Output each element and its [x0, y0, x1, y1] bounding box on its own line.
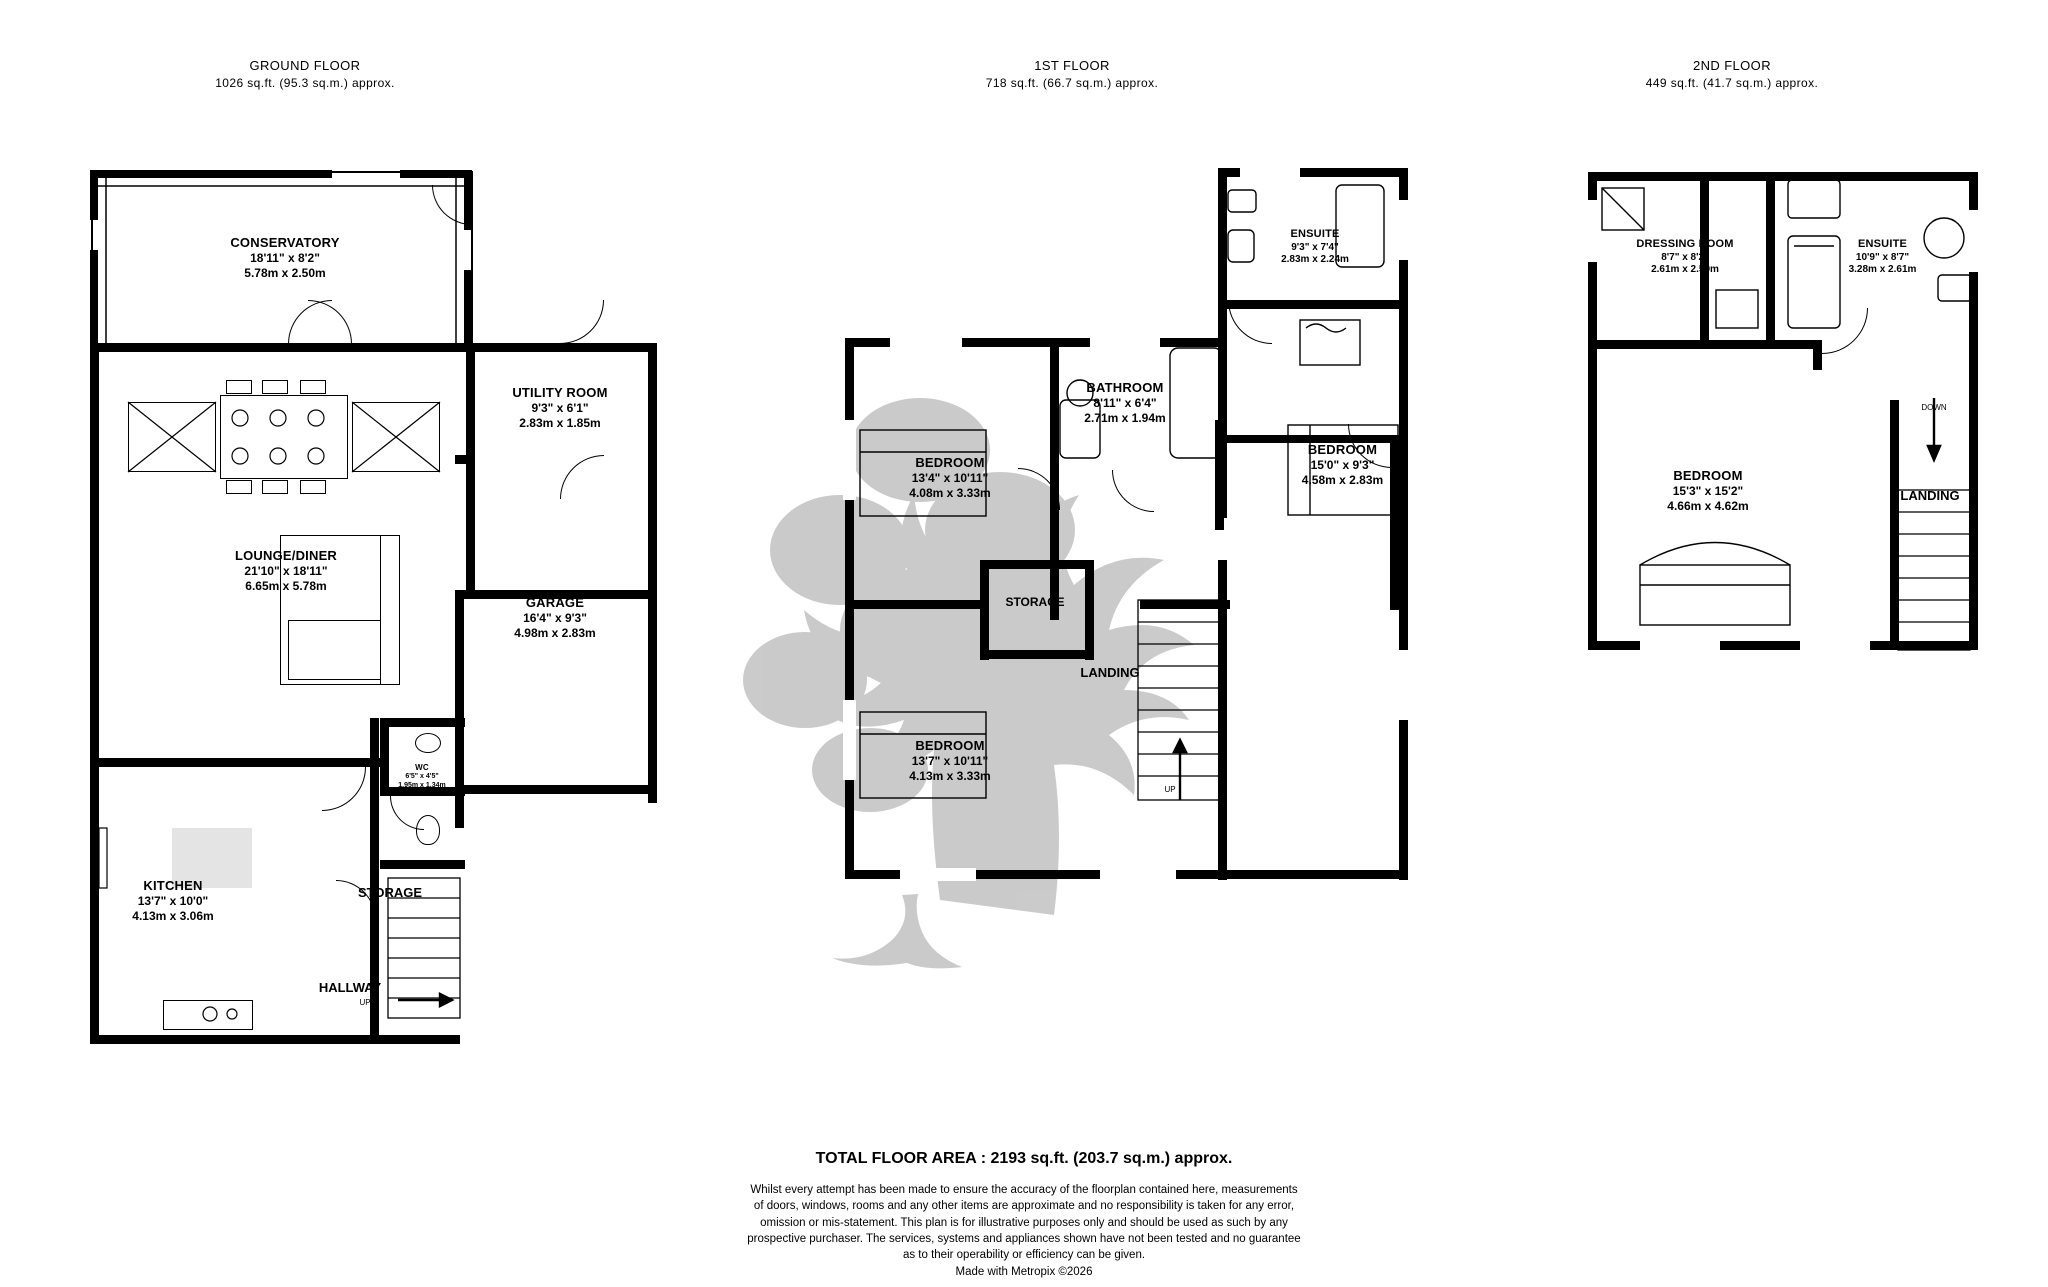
room-storage-ground-label: STORAGE	[357, 885, 423, 900]
floor-area-ground-text: 1026 sq.ft. (95.3 sq.m.) approx.	[215, 76, 395, 90]
room-bedroom3-first-imperial: 13'7" x 10'11"	[911, 754, 989, 769]
disclaimer-line-4: prospective purchaser. The services, systems and appliances shown have not been tested and no guarantee	[747, 1232, 1301, 1245]
disclaimer-line-2: of doors, windows, rooms and any other items are approximate and no responsibility is taken for any error,	[753, 1200, 1295, 1213]
room-ensuite-second-metric: 3.28m x 2.61m	[1848, 264, 1917, 276]
floor-title-first-text: 1ST FLOOR	[1034, 58, 1110, 73]
room-ensuite-first-imperial: 9'3" x 7'4"	[1291, 241, 1339, 253]
room-bathroom-first-imperial: 8'11" x 6'4"	[1093, 396, 1157, 411]
room-bathroom-first-metric: 2.71m x 1.94m	[1084, 411, 1166, 426]
room-landing-first-label: LANDING	[1080, 665, 1140, 680]
room-hallway-label: HALLWAY	[318, 980, 382, 995]
floor-area-second-text: 449 sq.ft. (41.7 sq.m.) approx.	[1645, 76, 1819, 90]
room-wc-metric: 1.95m x 1.34m	[398, 781, 446, 789]
room-conservatory-imperial: 18'11" x 8'2"	[250, 251, 320, 266]
room-storage-first-label: STORAGE	[1005, 595, 1065, 609]
room-bedroom1-first-name: BEDROOM	[915, 455, 985, 470]
room-bedroom2-first-imperial: 15'0" x 9'3"	[1310, 458, 1375, 473]
second-stair-down-label: DOWN	[1921, 403, 1947, 412]
room-lounge-diner-name: LOUNGE/DINER	[234, 548, 338, 563]
disclaimer-line-5: as to their operability or efficiency can be given.	[902, 1249, 1146, 1262]
room-dressing-second-name: DRESSING ROOM	[1636, 238, 1734, 250]
room-bedroom2-first-name: BEDROOM	[1307, 442, 1378, 457]
room-ensuite-first-metric: 2.83m x 2.24m	[1281, 254, 1349, 266]
room-bedroom1-first-metric: 4.08m x 3.33m	[909, 486, 991, 501]
room-bedroom1-first-imperial: 13'4" x 10'11"	[911, 471, 989, 486]
room-garage-imperial: 16'4" x 9'3"	[523, 611, 587, 626]
room-bedroom-second-imperial: 15'3" x 15'2"	[1672, 484, 1744, 499]
room-utility-metric: 2.83m x 1.85m	[519, 416, 601, 431]
room-bedroom3-first-metric: 4.13m x 3.33m	[909, 769, 991, 784]
room-dressing-second-imperial: 8'7" x 8'2"	[1661, 251, 1709, 263]
room-bedroom2-first-metric: 4.58m x 2.83m	[1301, 473, 1384, 488]
room-kitchen-metric: 4.13m x 3.06m	[132, 909, 214, 924]
room-garage-name: GARAGE	[525, 595, 585, 610]
room-bedroom3-first-name: BEDROOM	[915, 738, 985, 753]
room-ensuite-first-name: ENSUITE	[1290, 228, 1340, 240]
room-kitchen-name: KITCHEN	[143, 878, 203, 893]
floor-title-ground-text: GROUND FLOOR	[249, 58, 361, 73]
room-conservatory-name: CONSERVATORY	[230, 235, 340, 250]
room-ensuite-second-imperial: 10'9" x 8'7"	[1855, 251, 1910, 263]
room-lounge-diner-metric: 6.65m x 5.78m	[245, 579, 327, 594]
room-utility-imperial: 9'3" x 6'1"	[531, 401, 589, 416]
room-kitchen-imperial: 13'7" x 10'0"	[137, 894, 209, 909]
room-garage-metric: 4.98m x 2.83m	[514, 626, 596, 641]
room-bedroom-second	[1613, 468, 1803, 514]
room-conservatory-metric: 5.78m x 2.50m	[244, 266, 326, 281]
floor-area-first-text: 718 sq.ft. (66.7 sq.m.) approx.	[985, 76, 1159, 90]
disclaimer-line-1: Whilst every attempt has been made to ensure the accuracy of the floorplan contained here, measurements	[750, 1184, 1298, 1196]
ground-stair-up-label: UP	[359, 998, 371, 1007]
floor-title-second-text: 2ND FLOOR	[1692, 58, 1771, 73]
room-landing-second-label: LANDING	[1900, 488, 1960, 503]
first-stair-up-label: UP	[1164, 785, 1176, 794]
room-bathroom-first-name: BATHROOM	[1086, 380, 1164, 395]
room-wc-imperial: 6'5" x 4'5"	[405, 773, 439, 780]
room-utility-name: UTILITY ROOM	[512, 385, 608, 400]
room-lounge-diner-imperial: 21'10" x 18'11"	[244, 564, 328, 579]
footer-block	[0, 1150, 2048, 1278]
disclaimer-line-3: omission or mis-statement. This plan is for illustrative purposes only and should be used as such by any	[760, 1216, 1288, 1229]
room-wc-name: WC	[415, 763, 429, 772]
room-ensuite-second-name: ENSUITE	[1857, 238, 1908, 250]
room-bedroom-second-name: BEDROOM	[1673, 468, 1743, 483]
room-ensuite-second	[1790, 238, 1975, 277]
room-dressing-second	[1590, 238, 1780, 277]
total-floor-area: TOTAL FLOOR AREA : 2193 sq.ft. (203.7 sq.m.) approx.	[815, 1150, 1233, 1167]
made-with-credit: Made with Metropix ©2026	[955, 1265, 1093, 1278]
room-dressing-second-metric: 2.61m x 2.50m	[1651, 264, 1719, 276]
disclaimer	[0, 1182, 2048, 1264]
room-bedroom-second-metric: 4.66m x 4.62m	[1667, 499, 1749, 514]
